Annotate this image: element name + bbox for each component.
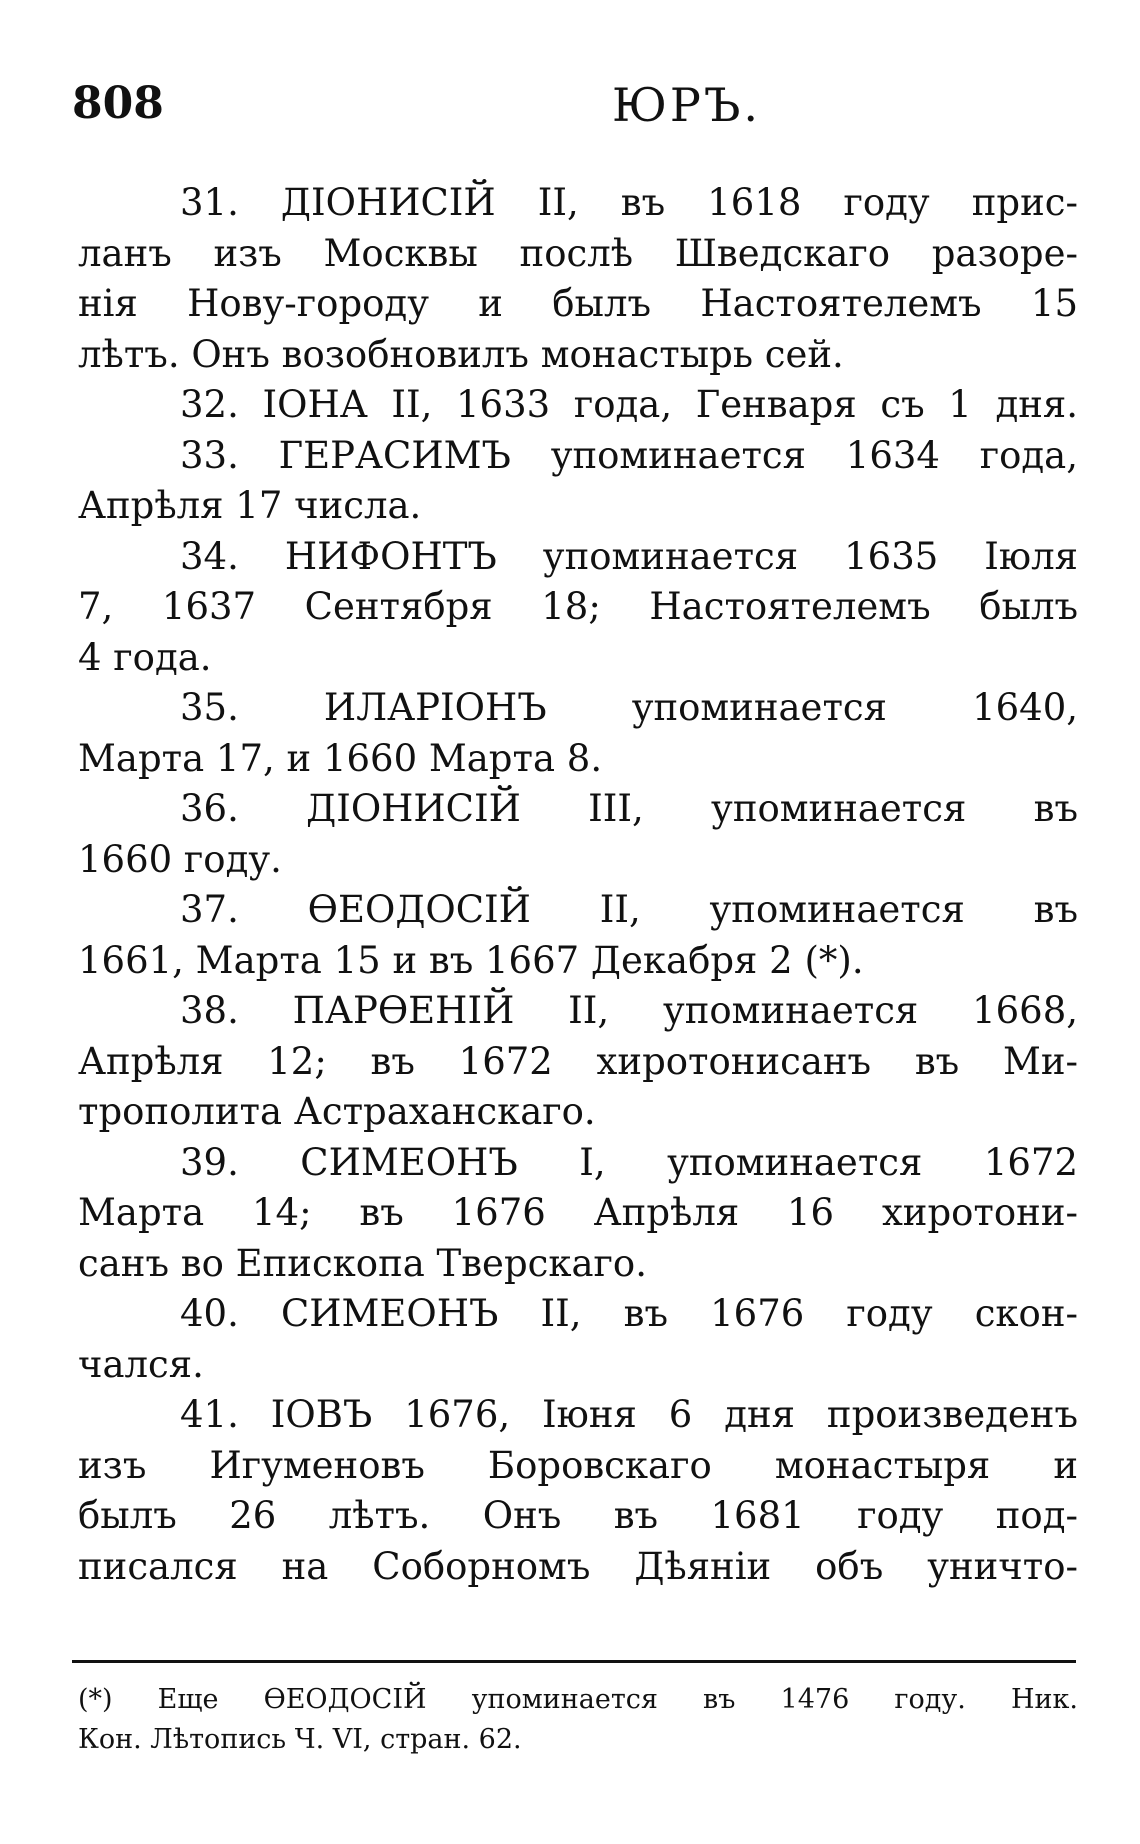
text-line: Марта 17, и 1660 Марта 8. <box>78 736 603 780</box>
text-line: нія Нову-городу и былъ Настоятелемъ 15 <box>78 282 1078 325</box>
text-line: былъ 26 лѣтъ. Онъ въ 1681 году под- <box>78 1494 1078 1537</box>
text-line: 1661, Марта 15 и въ 1667 Декабря 2 (*). <box>78 938 864 982</box>
footnote <box>78 1680 1078 1760</box>
text-line: 1660 году. <box>78 837 282 881</box>
footnote-line: Кон. Лѣтопись Ч. VI, стран. 62. <box>78 1724 522 1755</box>
text-line: 36. ДІОНИСІЙ III, упоминается въ <box>180 787 1078 830</box>
footnote-line: (*) Еще ѲЕОДОСІЙ упоминается въ 1476 году. Ник. <box>78 1684 1078 1715</box>
text-line: 33. ГЕРАСИМЪ упоминается 1634 года, <box>180 433 1078 477</box>
text-line: трополита Астраханскаго. <box>78 1090 596 1133</box>
text-line: изъ Игуменовъ Боровскаго монастыря и <box>78 1443 1078 1487</box>
page-number: 808 <box>72 78 164 129</box>
text-line: ланъ изъ Москвы послѣ Шведскаго разоре- <box>78 231 1078 275</box>
text-line: 7, 1637 Сентября 18; Настоятелемъ былъ <box>78 585 1078 628</box>
text-line: Апрѣля 12; въ 1672 хиротонисанъ въ Ми- <box>78 1039 1078 1083</box>
text-line: чался. <box>78 1342 204 1386</box>
text-line: 35. ИЛАРІОНЪ упоминается 1640, <box>180 686 1078 729</box>
text-line: лѣтъ. Онъ возобновилъ монастырь сей. <box>78 332 844 376</box>
text-line: санъ во Епископа Тверскаго. <box>78 1241 647 1285</box>
page-header <box>0 78 1140 148</box>
text-line: писался на Соборномъ Дѣяніи объ уничто- <box>78 1544 1078 1588</box>
text-line: Марта 14; въ 1676 Апрѣля 16 хиротони- <box>78 1191 1078 1234</box>
text-line: Апрѣля 17 числа. <box>78 484 422 527</box>
text-line: 37. ѲЕОДОСІЙ II, упоминается въ <box>180 888 1078 931</box>
text-line: 41. ІОВЪ 1676, Іюня 6 дня произведенъ <box>180 1393 1078 1436</box>
text-line: 31. ДІОНИСІЙ II, въ 1618 году прис- <box>180 181 1078 224</box>
text-line: 32. IОНА II, 1633 года, Генваря съ 1 дня. <box>180 383 1078 426</box>
text-line: 40. СИМЕОНЪ II, въ 1676 году скон- <box>180 1292 1078 1335</box>
text-line: 4 года. <box>78 635 212 679</box>
footnote-rule <box>72 1660 1076 1663</box>
text-line: 34. НИФОНТЪ упоминается 1635 Іюля <box>180 534 1078 578</box>
body-text <box>78 178 1078 1592</box>
text-line: 39. СИМЕОНЪ I, упоминается 1672 <box>180 1140 1078 1184</box>
running-head: ЮРЪ. <box>612 78 762 132</box>
text-line: 38. ПАРѲЕНІЙ II, упоминается 1668, <box>180 989 1078 1032</box>
